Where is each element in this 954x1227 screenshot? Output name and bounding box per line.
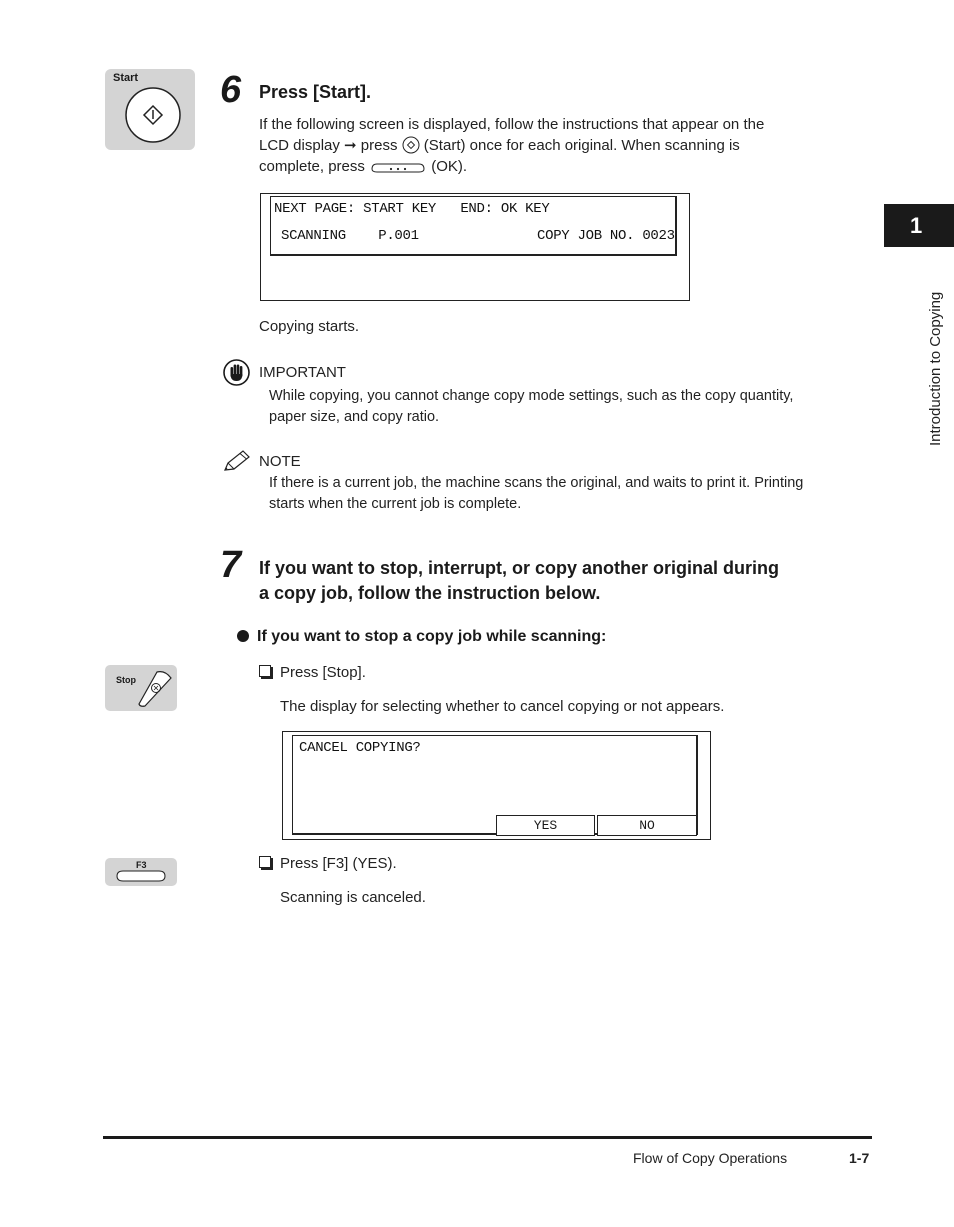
- cancel-display-text: The display for selecting whether to cancel copying or not appears.: [280, 698, 725, 715]
- instr-line-1: If the following screen is displayed, follow the instructions that appear on the: [259, 116, 765, 133]
- start-button-icon: [124, 86, 182, 144]
- lcd-inner-frame: [270, 196, 677, 256]
- arrow-icon: ➞: [344, 137, 357, 154]
- bullet-icon: [237, 630, 249, 642]
- step-7-title: [259, 556, 879, 606]
- item-text: Press [F3] (YES).: [280, 855, 397, 872]
- stop-key-icon: [105, 665, 177, 711]
- instr-line-3: [259, 156, 859, 177]
- lcd-scanning-page: SCANNING P.001: [281, 228, 419, 244]
- lcd-inner-frame: [292, 735, 698, 835]
- footer-rule: [103, 1136, 872, 1139]
- f3-button-icon: [115, 869, 167, 883]
- lcd-display-cancel: [282, 731, 711, 840]
- instr-text: (Start) once for each original. When scanning is: [419, 137, 740, 154]
- instr-text: press: [356, 137, 402, 154]
- footer-title: Flow of Copy Operations: [633, 1150, 788, 1166]
- lcd-cancel-text: CANCEL COPYING?: [299, 740, 421, 756]
- lcd-line-1: NEXT PAGE: START KEY END: OK KEY: [274, 201, 550, 217]
- start-inline-icon: [402, 136, 420, 154]
- lcd-no-button: NO: [597, 815, 697, 836]
- scanning-canceled-text: Scanning is canceled.: [280, 889, 426, 906]
- important-body: [269, 386, 869, 428]
- start-key-icon: [105, 69, 195, 150]
- copying-starts-text: Copying starts.: [259, 318, 360, 335]
- step-6-number: 6: [220, 69, 242, 111]
- item-text: Press [Stop].: [280, 664, 366, 681]
- important-line: While copying, you cannot change copy mode settings, such as the copy quantity,: [269, 388, 794, 404]
- chapter-tab: 1: [884, 204, 954, 247]
- ok-key-inline-icon: [369, 161, 427, 175]
- page-number: 1-7: [849, 1150, 870, 1166]
- step-6-title: Press [Start].: [259, 82, 372, 102]
- f3-key-icon: [105, 858, 177, 886]
- stop-button-icon: [135, 668, 175, 708]
- step-7-title-line: If you want to stop, interrupt, or copy another original during: [259, 558, 779, 578]
- stop-subheading: [237, 628, 606, 646]
- lcd-yes-button: YES: [496, 815, 595, 836]
- press-f3-item: [259, 853, 397, 874]
- important-hand-icon: [223, 359, 250, 386]
- important-line: paper size, and copy ratio.: [269, 409, 440, 425]
- checkbox-icon: [259, 856, 271, 868]
- note-body: [269, 473, 879, 515]
- instr-text: LCD display: [259, 137, 345, 154]
- chapter-title-text: Introduction to Copying: [927, 291, 944, 446]
- subheading-text: If you want to stop a copy job while scanning:: [257, 628, 607, 645]
- note-line: starts when the current job is complete.: [269, 496, 522, 512]
- checkbox-icon: [259, 665, 271, 677]
- chapter-title-vertical: [903, 253, 944, 453]
- step-7-number: 7: [220, 544, 242, 586]
- lcd-display-scanning: [260, 193, 690, 301]
- start-key-label: Start: [113, 72, 139, 84]
- instr-line-2: [259, 135, 859, 156]
- press-stop-item: [259, 662, 366, 683]
- instr-text: (OK).: [427, 158, 468, 175]
- lcd-copy-job-no: COPY JOB NO. 0023: [537, 228, 675, 244]
- step-7-title-line: a copy job, follow the instruction below.: [259, 583, 601, 603]
- step-6-instructions: [259, 114, 859, 177]
- important-heading: IMPORTANT: [259, 364, 346, 381]
- instr-text: complete, press: [259, 158, 370, 175]
- stop-key-label: Stop: [116, 675, 136, 685]
- note-heading: NOTE: [259, 453, 301, 470]
- f3-key-label: F3: [136, 860, 147, 870]
- note-pencil-icon: [222, 449, 252, 473]
- note-line: If there is a current job, the machine scans the original, and waits to print it. Printing: [269, 475, 804, 491]
